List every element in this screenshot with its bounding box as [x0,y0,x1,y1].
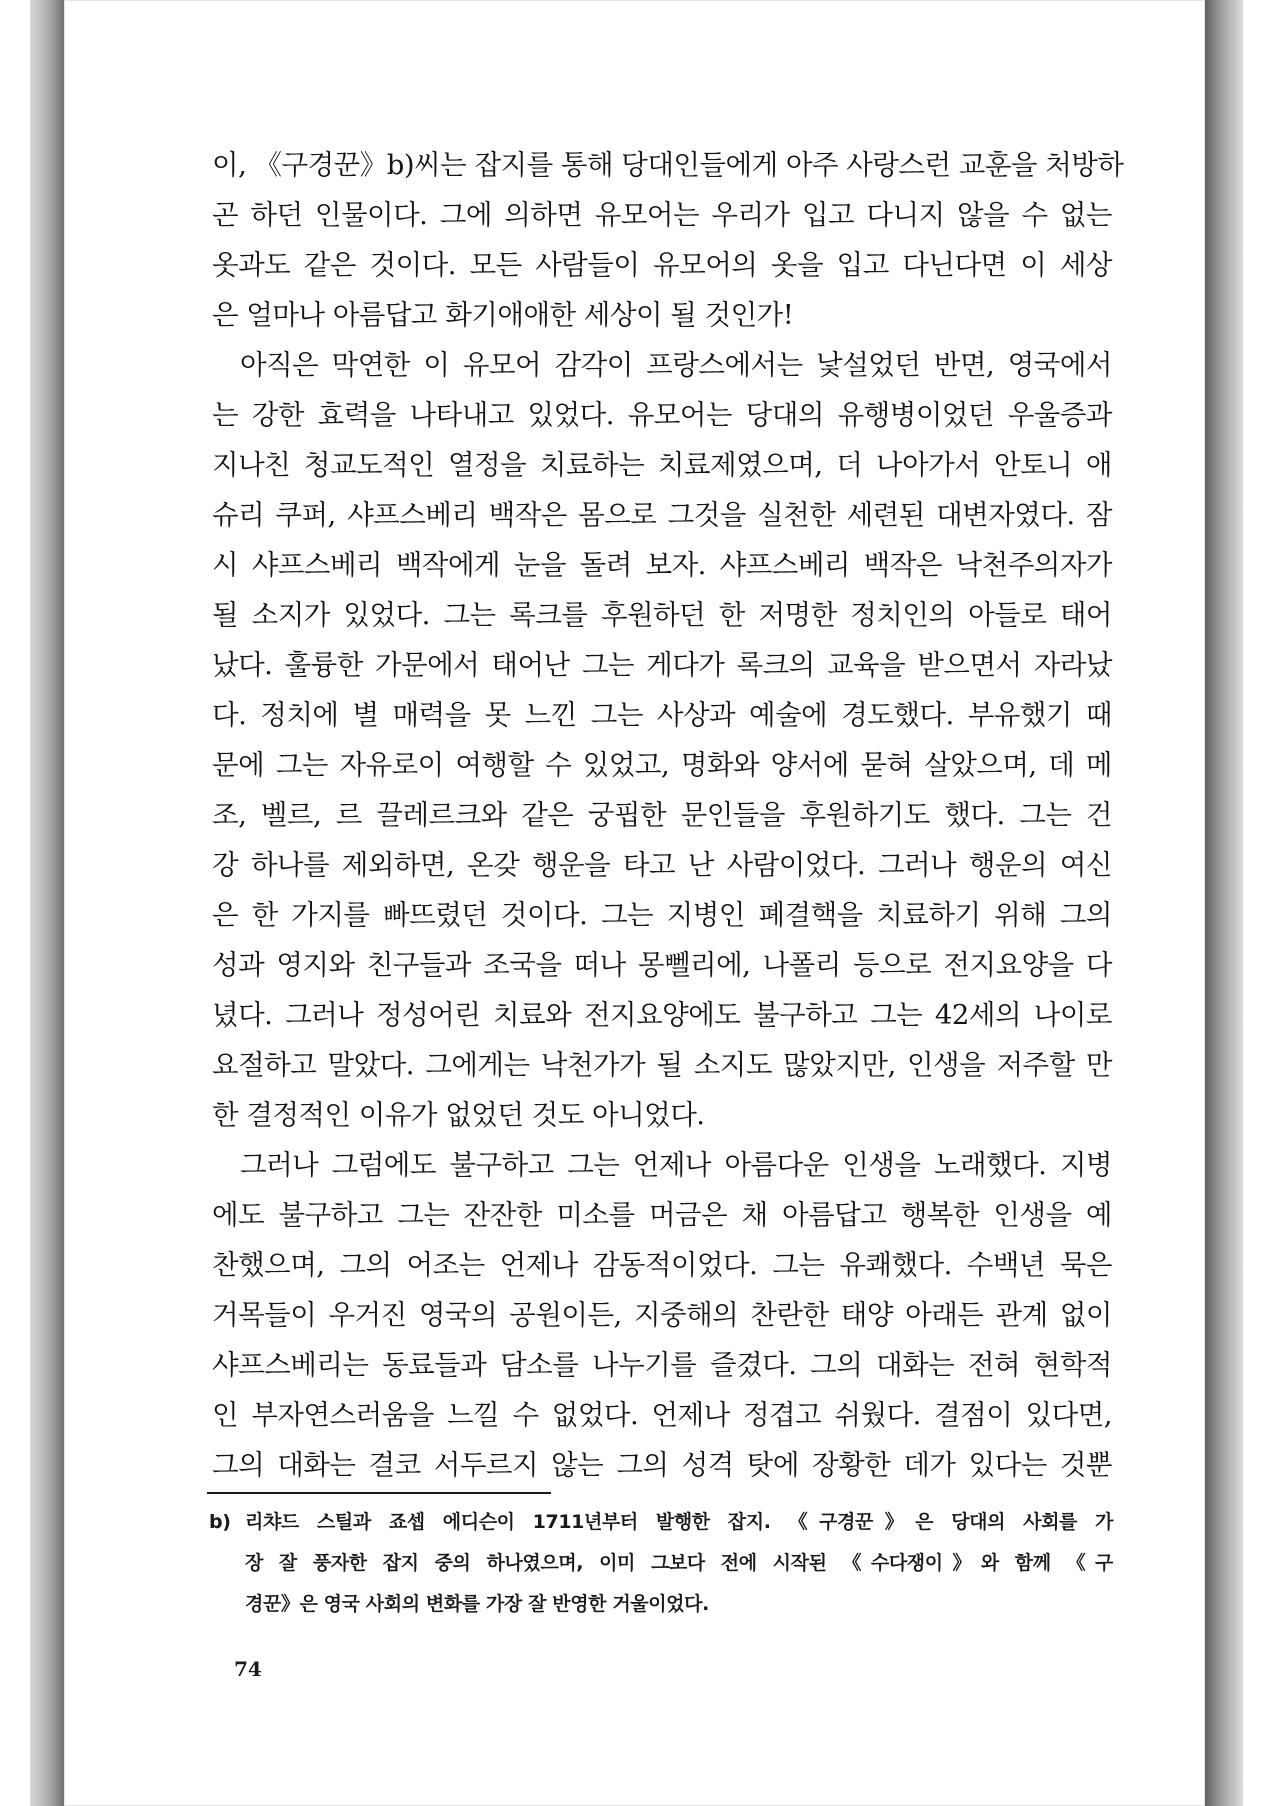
footnote-line: 리챠드 스틸과 죠셉 에디슨이 1711년부터 발행한 잡지. 《구경꾼》은 당대의 사회를 가 [245,1511,1113,1533]
text-line: 거목들이 우거진 영국의 공원이든, 지중해의 찬란한 태양 아래든 관계 없이 [212,1299,1112,1331]
text-line: 녔다. 그러나 정성어린 치료와 전지요양에도 불구하고 그는 42세의 나이로 [212,999,1112,1031]
text-line: 강 하나를 제외하면, 온갖 행운을 타고 난 사람이었다. 그러나 행운의 여신 [212,849,1112,881]
text-line: 났다. 훌륭한 가문에서 태어난 그는 게다가 록크의 교육을 받으면서 자라났 [212,649,1112,681]
text-line: 요절하고 말았다. 그에게는 낙천가가 될 소지도 많았지만, 인생을 저주할 만 [212,1049,1112,1081]
footnote-divider [207,1492,551,1494]
page-number: 74 [234,1657,262,1681]
text-line: 에도 불구하고 그는 잔잔한 미소를 머금은 채 아름답고 행복한 인생을 예 [212,1199,1112,1231]
body-text [212,140,1124,1490]
book-right-edge [1203,0,1243,1806]
text-line: 시 샤프스베리 백작에게 눈을 돌려 보자. 샤프스베리 백작은 낙천주의자가 [212,549,1112,581]
paragraph-start-line: 그러나 그럼에도 불구하고 그는 언제나 아름다운 인생을 노래했다. 지병 [240,1149,1112,1181]
text-line: 찬했으며, 그의 어조는 언제나 감동적이었다. 그는 유쾌했다. 수백년 묵은 [212,1249,1112,1281]
text-line: 는 강한 효력을 나타내고 있었다. 유모어는 당대의 유행병이었던 우울증과 [212,399,1112,431]
text-line: 될 소지가 있었다. 그는 록크를 후원하던 한 저명한 정치인의 아들로 태어 [212,599,1112,631]
text-line: 은 얼마나 아름답고 화기애애한 세상이 될 것인가! [212,299,794,331]
footnote-marker: b) [209,1511,231,1533]
text-line: 샤프스베리는 동료들과 담소를 나누기를 즐겼다. 그의 대화는 전혀 현학적 [212,1349,1112,1381]
text-line: 다. 정치에 별 매력을 못 느낀 그는 사상과 예술에 경도했다. 부유했기 때 [212,699,1112,731]
text-line: 은 한 가지를 빠뜨렸던 것이다. 그는 지병인 폐결핵을 치료하기 위해 그의 [212,899,1112,931]
text-line: 성과 영지와 친구들과 조국을 떠나 몽뻴리에, 나폴리 등으로 전지요양을 다 [212,949,1112,981]
text-line: 그의 대화는 결코 서두르지 않는 그의 성격 탓에 장황한 데가 있다는 것뿐 [212,1449,1112,1481]
footnote [209,1502,1113,1625]
paragraph-start-line: 아직은 막연한 이 유모어 감각이 프랑스에서는 낯설었던 반면, 영국에서 [240,349,1112,381]
text-line: 지나친 청교도적인 열정을 치료하는 치료제였으며, 더 나아가서 안토니 애 [212,449,1112,481]
text-line: 이, 《구경꾼》b)씨는 잡지를 통해 당대인들에게 아주 사랑스런 교훈을 처방하 [212,149,1124,181]
text-line: 문에 그는 자유로이 여행할 수 있었고, 명화와 양서에 묻혀 살았으며, 데 메 [212,749,1112,781]
book-left-edge [30,0,66,1806]
text-line: 슈리 쿠퍼, 샤프스베리 백작은 몸으로 그것을 실천한 세련된 대변자였다. 잠 [212,499,1112,531]
footnote-line: 경꾼》은 영국 사회의 변화를 가장 잘 반영한 거울이었다. [245,1593,709,1615]
footnote-line: 장 잘 풍자한 잡지 중의 하나였으며, 이미 그보다 전에 시작된 《수다쟁이》와 함께 《구 [245,1552,1113,1574]
text-line: 한 결정적인 이유가 없었던 것도 아니었다. [212,1099,705,1131]
text-line: 조, 벨르, 르 끌레르크와 같은 궁핍한 문인들을 후원하기도 했다. 그는 건 [212,799,1112,831]
text-line: 곤 하던 인물이다. 그에 의하면 유모어는 우리가 입고 다니지 않을 수 없는 [212,199,1112,231]
text-line: 인 부자연스러움을 느낄 수 없었다. 언제나 정겹고 쉬웠다. 결점이 있다면, [212,1399,1112,1431]
text-line: 옷과도 같은 것이다. 모든 사람들이 유모어의 옷을 입고 다닌다면 이 세상 [212,249,1112,281]
